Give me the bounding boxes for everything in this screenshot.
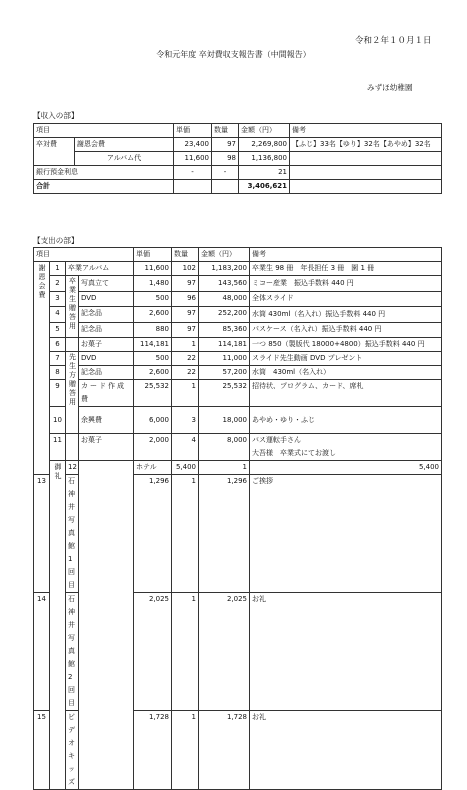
row-number: 4 xyxy=(50,307,66,323)
income-total-row xyxy=(34,180,442,194)
expense-qty: 97 xyxy=(172,276,199,292)
expense-table xyxy=(33,247,442,790)
expense-note: ミコー産業 振込手数料 440 円 xyxy=(250,276,442,292)
expense-header-row xyxy=(34,248,442,262)
expense-amount: 48,000 xyxy=(199,291,250,307)
income-interest-amount: 21 xyxy=(239,166,290,180)
expense-amount: 143,560 xyxy=(199,276,250,292)
table-row xyxy=(34,152,442,166)
expense-note: 一つ 850（製版代 18000+4800）振込手数料 440 円 xyxy=(250,338,442,352)
group-label-empty xyxy=(79,461,134,790)
expense-qty: 97 xyxy=(172,322,199,338)
income-total-unit-empty xyxy=(174,180,212,194)
row-number: 13 xyxy=(34,475,50,593)
expense-amount: 252,200 xyxy=(199,307,250,323)
expense-item-name: 石神井写真館 1回目 xyxy=(66,475,79,593)
table-row xyxy=(34,276,442,292)
expense-note: 水筒 430ml（名入れ） xyxy=(250,366,442,380)
report-date: 令和２年１０月１日 xyxy=(355,36,432,46)
expense-unit-price: 114,181 xyxy=(134,338,172,352)
expense-unit-price: 25,532 xyxy=(134,380,172,407)
expense-qty: 4 xyxy=(172,434,199,461)
expense-unit-price: 2,000 xyxy=(134,434,172,461)
expense-qty: 1 xyxy=(172,338,199,352)
income-item-name: アルバム代 xyxy=(75,152,174,166)
expense-unit-price: 2,600 xyxy=(134,307,172,323)
expense-header-item: 項目 xyxy=(34,248,134,262)
expense-category-orei: 御礼 xyxy=(50,461,66,790)
expense-unit-price: 6,000 xyxy=(134,407,172,434)
expense-amount: 18,000 xyxy=(199,407,250,434)
expense-note xyxy=(250,434,442,461)
income-qty: 98 xyxy=(212,152,239,166)
expense-amount: 114,181 xyxy=(199,338,250,352)
expense-item-name: 記念品 xyxy=(79,366,134,380)
expense-unit-price: 500 xyxy=(134,291,172,307)
expense-qty: 1 xyxy=(172,593,199,711)
expense-header-amount: 金額（円） xyxy=(199,248,250,262)
expense-amount: 57,200 xyxy=(199,366,250,380)
income-total-qty-empty xyxy=(212,180,239,194)
expense-item-name: DVD xyxy=(79,291,134,307)
income-amount: 2,269,800 xyxy=(239,138,290,152)
expense-note: パスケース（名入れ）振込手数料 440 円 xyxy=(250,322,442,338)
expense-note: 卒業生 98 冊 年長担任 3 冊 園 1 冊 xyxy=(250,262,442,276)
expense-item-name: 余興費 xyxy=(79,407,134,434)
income-total-amount: 3,406,621 xyxy=(239,180,290,194)
table-row xyxy=(34,407,442,434)
expense-note: スライド先生動画 DVD プレゼント xyxy=(250,352,442,366)
income-header-unit-price: 単価 xyxy=(174,124,212,138)
expense-unit-price: 5,400 xyxy=(172,461,199,475)
group-label-empty xyxy=(66,434,79,461)
income-amount: 1,136,800 xyxy=(239,152,290,166)
table-row xyxy=(34,291,442,307)
expense-note-line: バス運転手さん xyxy=(252,436,301,444)
table-row xyxy=(34,338,442,352)
income-header-qty: 数量 xyxy=(212,124,239,138)
group-label-graduates: 卒業生贈答用 xyxy=(66,276,79,338)
row-number: 6 xyxy=(50,338,66,352)
group-label-empty xyxy=(66,338,79,352)
expense-qty: 1 xyxy=(172,711,199,790)
row-number: 1 xyxy=(50,262,66,276)
table-row xyxy=(34,138,442,152)
expense-header-unit-price: 単価 xyxy=(134,248,172,262)
income-interest-qty: - xyxy=(212,166,239,180)
income-header-row xyxy=(34,124,442,138)
expense-amount: 85,360 xyxy=(199,322,250,338)
table-row xyxy=(34,380,442,407)
row-number: 12 xyxy=(66,461,79,475)
group-label-teachers: 先生方贈答用 xyxy=(66,352,79,434)
row-number: 9 xyxy=(50,380,66,407)
expense-heading: 【支出の部】 xyxy=(33,236,79,245)
expense-amount: 25,532 xyxy=(199,380,250,407)
expense-unit-price: 11,600 xyxy=(134,262,172,276)
income-header-item: 項目 xyxy=(34,124,174,138)
expense-note-line: 大吾様 卒業式にてお渡し xyxy=(252,449,336,457)
expense-item-name: ホテル xyxy=(134,461,172,475)
expense-item-name: 記念品 xyxy=(79,307,134,323)
income-header-amount: 金額（円） xyxy=(239,124,290,138)
row-number: 8 xyxy=(50,366,66,380)
table-row xyxy=(34,461,442,475)
expense-category-shaon: 謝恩会費 xyxy=(34,262,50,475)
expense-item-name: DVD xyxy=(79,352,134,366)
table-row xyxy=(34,352,442,366)
row-number: 15 xyxy=(34,711,50,790)
expense-note: ご挨拶 xyxy=(250,475,442,593)
expense-item-name: 記念品 xyxy=(79,322,134,338)
expense-qty: 22 xyxy=(172,366,199,380)
income-category: 卒対費 xyxy=(34,138,75,166)
expense-header-qty: 数量 xyxy=(172,248,199,262)
row-number: 11 xyxy=(50,434,66,461)
expense-unit-price: 880 xyxy=(134,322,172,338)
expense-item-name: 卒業アルバム xyxy=(66,262,134,276)
expense-qty: 97 xyxy=(172,307,199,323)
expense-qty: 1 xyxy=(199,461,250,475)
expense-unit-price: 2,600 xyxy=(134,366,172,380)
row-number: 3 xyxy=(50,291,66,307)
table-row xyxy=(34,166,442,180)
row-number: 7 xyxy=(50,352,66,366)
expense-note: 水筒 430ml（名入れ）振込手数料 440 円 xyxy=(250,307,442,323)
income-total-note-empty xyxy=(290,180,442,194)
row-number: 2 xyxy=(50,276,66,292)
expense-unit-price: 2,025 xyxy=(134,593,172,711)
expense-item-name: 写真立て xyxy=(79,276,134,292)
income-note xyxy=(290,152,442,166)
expense-note: 招待状、プログラム、カード、席札 xyxy=(250,380,442,407)
row-number: 5 xyxy=(50,322,66,338)
expense-amount: 2,025 xyxy=(199,593,250,711)
expense-qty: 96 xyxy=(172,291,199,307)
expense-item-name: お菓子 xyxy=(79,434,134,461)
expense-header-note: 備考 xyxy=(250,248,442,262)
income-interest-unit-price: - xyxy=(174,166,212,180)
expense-note: あやめ・ゆり・ふじ xyxy=(250,407,442,434)
table-row xyxy=(34,307,442,323)
expense-amount: 1,728 xyxy=(199,711,250,790)
income-interest-name: 銀行預金利息 xyxy=(34,166,174,180)
income-header-note: 備考 xyxy=(290,124,442,138)
expense-note: お礼 xyxy=(250,711,442,790)
expense-qty: 22 xyxy=(172,352,199,366)
table-row xyxy=(34,262,442,276)
expense-amount: 1,296 xyxy=(199,475,250,593)
expense-qty: 3 xyxy=(172,407,199,434)
expense-unit-price: 1,480 xyxy=(134,276,172,292)
income-interest-note xyxy=(290,166,442,180)
expense-qty: 102 xyxy=(172,262,199,276)
organization-name: みずほ幼稚園 xyxy=(367,83,413,92)
expense-item-name: お菓子 xyxy=(79,338,134,352)
expense-qty: 1 xyxy=(172,380,199,407)
expense-item-name: カード作成費 xyxy=(79,380,134,407)
expense-amount: 1,183,200 xyxy=(199,262,250,276)
income-heading: 【収入の部】 xyxy=(33,111,79,120)
income-item-name: 謝恩会費 xyxy=(75,138,174,152)
row-number: 14 xyxy=(34,593,50,711)
income-qty: 97 xyxy=(212,138,239,152)
expense-item-name: 石神井写真館 2回目 xyxy=(66,593,79,711)
expense-note: 全体スライド xyxy=(250,291,442,307)
expense-amount: 11,000 xyxy=(199,352,250,366)
expense-amount: 5,400 xyxy=(250,461,442,475)
table-row xyxy=(34,434,442,461)
expense-note: お礼 xyxy=(250,593,442,711)
expense-unit-price: 500 xyxy=(134,352,172,366)
income-unit-price: 11,600 xyxy=(174,152,212,166)
expense-qty: 1 xyxy=(172,475,199,593)
expense-unit-price: 1,296 xyxy=(134,475,172,593)
table-row xyxy=(34,322,442,338)
expense-item-name: ビデオキッズ xyxy=(66,711,79,790)
expense-unit-price: 1,728 xyxy=(134,711,172,790)
income-note: 【ふじ】33名【ゆり】32名【あやめ】32名 xyxy=(290,138,442,152)
expense-amount: 8,000 xyxy=(199,434,250,461)
income-unit-price: 23,400 xyxy=(174,138,212,152)
row-number: 10 xyxy=(50,407,66,434)
table-row xyxy=(34,366,442,380)
income-table xyxy=(33,123,442,194)
income-total-label: 合計 xyxy=(34,180,174,194)
report-title: 令和元年度 卒対費収支報告書（中間報告） xyxy=(156,50,311,59)
